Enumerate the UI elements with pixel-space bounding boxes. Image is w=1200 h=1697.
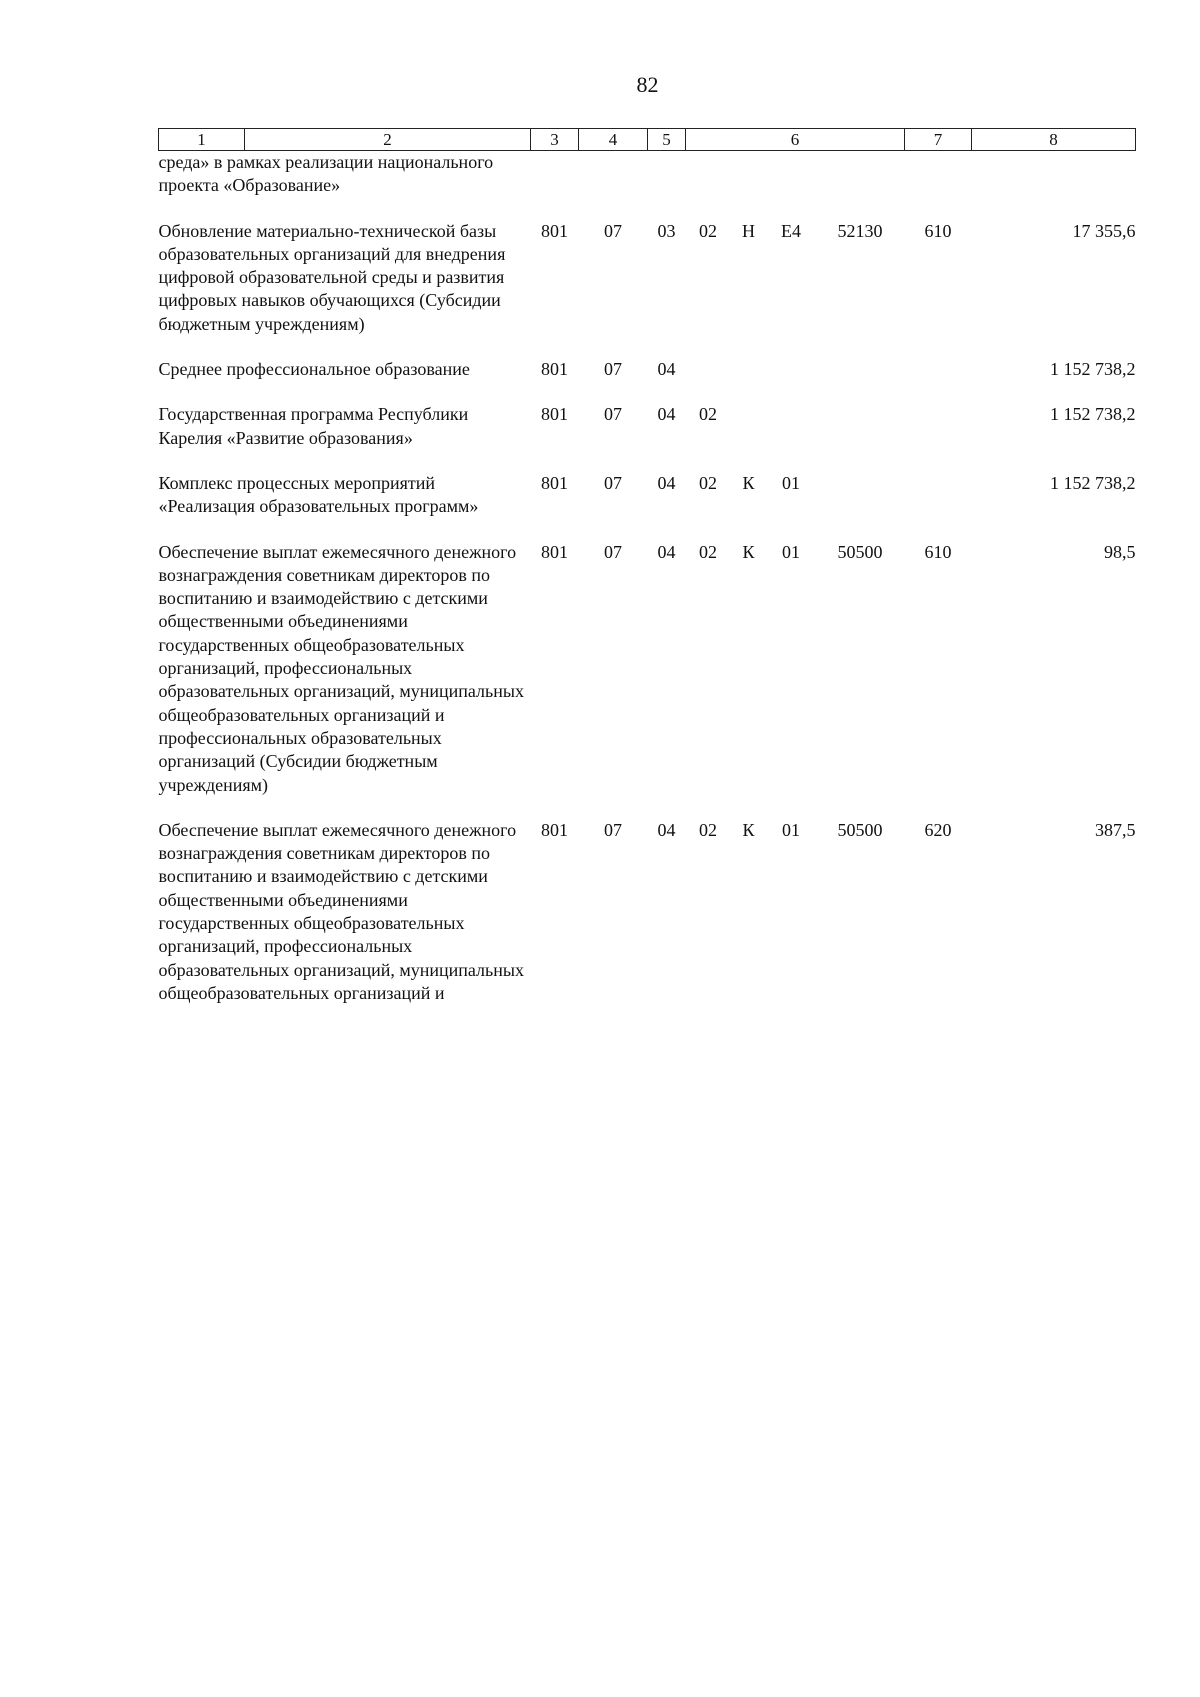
table-row — [159, 151, 1136, 198]
header-col-4: 4 — [579, 129, 648, 151]
row-amount: 1 152 738,2 — [1050, 472, 1136, 493]
row-ved: 801 — [541, 819, 568, 840]
row-amount: 1 152 738,2 — [1050, 404, 1136, 425]
header-col-8: 8 — [972, 129, 1136, 151]
row-subprogram: 01 — [782, 472, 800, 493]
row-direction: К — [742, 541, 755, 562]
budget-table — [158, 128, 1136, 1005]
row-razdel: 07 — [604, 541, 622, 562]
row-expense-type — [905, 450, 972, 519]
header-col-1: 1 — [159, 129, 245, 151]
row-razdel: 07 — [604, 819, 622, 840]
row-code: 52130 — [837, 220, 883, 241]
row-ved: 801 — [541, 220, 568, 241]
table-row — [159, 198, 1136, 336]
row-amount: 1 152 738,2 — [1050, 359, 1136, 380]
row-name: Обеспечение выплат ежемесячного денежного вознаграждения советникам директоров по воспитанию и взаимодействию с детскими общественными объединениями государственных общеобразовательных организаций, профессиональных образовательных организаций, муниципальных общеобразовательных организаций и профессиональных образовательных организаций (Субсидии бюджетным учреждениям) — [158, 541, 524, 795]
row-amount: 387,5 — [1095, 819, 1136, 840]
row-razdel: 07 — [604, 220, 622, 241]
header-col-2: 2 — [245, 129, 531, 151]
row-name: Среднее профессиональное образование — [158, 359, 470, 380]
row-program: 02 — [699, 541, 717, 562]
row-expense-type: 620 — [924, 819, 952, 840]
row-expense-type — [905, 381, 972, 450]
row-program — [686, 336, 731, 381]
row-subprogram: 01 — [782, 819, 800, 840]
row-podrazdel: 04 — [657, 541, 676, 562]
row-razdel: 07 — [604, 359, 622, 380]
row-amount: 98,5 — [1104, 541, 1136, 562]
row-program: 02 — [699, 404, 717, 425]
header-col-3: 3 — [531, 129, 579, 151]
row-name: Обновление материально-технической базы образовательных организаций для внедрения цифровой образовательной среды и развития цифровых навыков обучающихся (Субсидии бюджетным учреждениям) — [158, 220, 506, 334]
header-col-6: 6 — [686, 129, 905, 151]
row-name: Государственная программа Республики Карелия «Развитие образования» — [158, 404, 469, 448]
header-row — [159, 129, 1136, 151]
row-code: 50500 — [837, 819, 883, 840]
row-code — [816, 336, 905, 381]
row-direction — [731, 381, 767, 450]
row-direction: Н — [742, 220, 755, 241]
row-podrazdel: 04 — [657, 819, 676, 840]
row-direction — [731, 336, 767, 381]
row-amount: 17 355,6 — [1072, 220, 1136, 241]
table-row — [159, 519, 1136, 797]
row-name: Обеспечение выплат ежемесячного денежного вознаграждения советникам директоров по воспитанию и взаимодействию с детскими общественными объединениями государственных общеобразовательных организаций, профессиональных образовательных организаций, муниципальных общеобразовательных организаций и — [158, 819, 524, 1003]
row-razdel: 07 — [604, 472, 622, 493]
row-direction: К — [742, 819, 755, 840]
table-row — [159, 336, 1136, 381]
row-program: 02 — [699, 472, 717, 493]
row-ved: 801 — [541, 541, 568, 562]
row-program: 02 — [699, 819, 717, 840]
row-code: 50500 — [837, 541, 883, 562]
row-subprogram: 01 — [782, 541, 800, 562]
row-name: среда» в рамках реализации национального проекта «Образование» — [158, 152, 494, 196]
page-number: 82 — [636, 72, 659, 97]
row-name: Комплекс процессных мероприятий «Реализация образовательных программ» — [158, 472, 479, 517]
row-code — [816, 381, 905, 450]
row-subprogram — [767, 381, 816, 450]
row-podrazdel: 03 — [657, 220, 676, 241]
row-podrazdel: 04 — [657, 359, 676, 380]
row-podrazdel: 04 — [657, 472, 676, 493]
row-podrazdel: 04 — [657, 404, 676, 425]
row-subprogram — [767, 336, 816, 381]
table-row — [159, 450, 1136, 519]
header-col-5: 5 — [648, 129, 686, 151]
table-row — [159, 797, 1136, 1005]
row-expense-type: 610 — [924, 220, 952, 241]
row-ved: 801 — [541, 359, 568, 380]
row-code — [816, 450, 905, 519]
row-ved: 801 — [541, 472, 568, 493]
row-direction: К — [742, 472, 755, 493]
row-expense-type — [905, 336, 972, 381]
header-col-7: 7 — [905, 129, 972, 151]
row-ved: 801 — [541, 404, 568, 425]
row-expense-type: 610 — [924, 541, 952, 562]
table-row — [159, 381, 1136, 450]
row-subprogram: Е4 — [781, 220, 801, 241]
row-program: 02 — [699, 220, 717, 241]
row-razdel: 07 — [604, 404, 622, 425]
